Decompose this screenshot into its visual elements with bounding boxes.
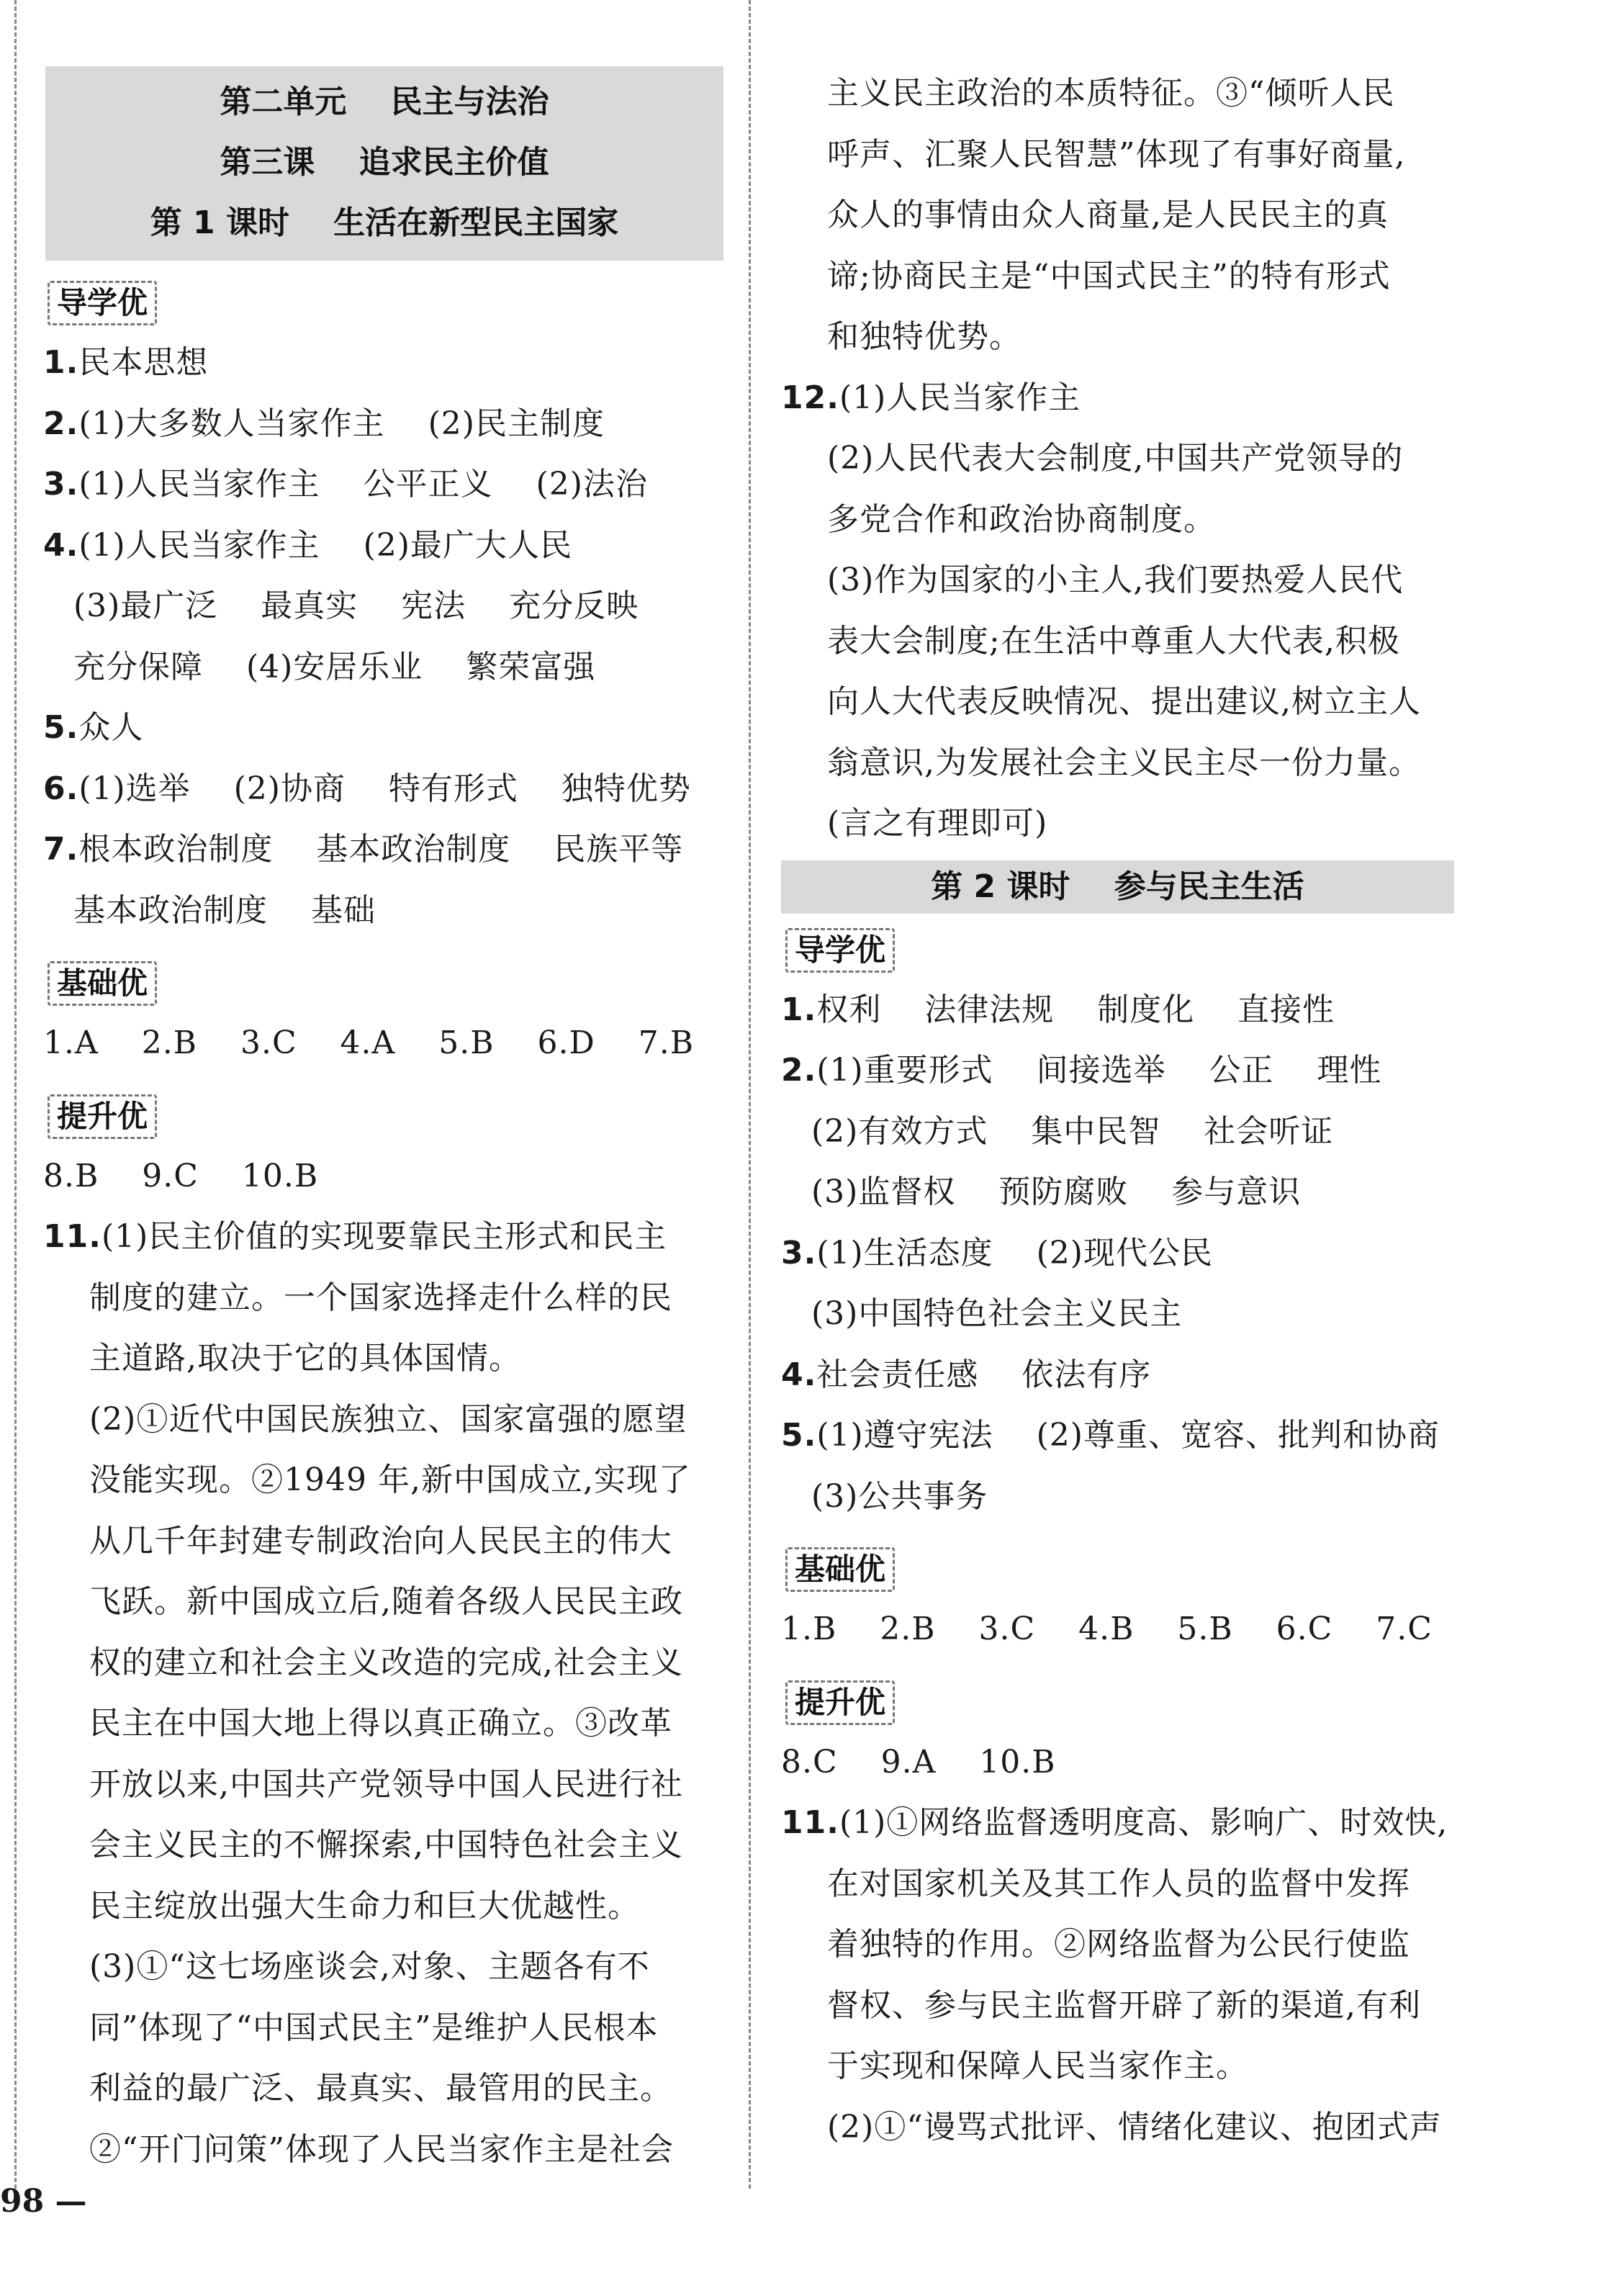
section-tag-tisheng: 提升优 xyxy=(785,1680,895,1725)
answer-continued: 主义民主政治的本质特征。③“倾听人民 xyxy=(827,75,1395,112)
unit-title: 第二单元 民主与法治 xyxy=(220,84,549,120)
answer-7: 7.根本政治制度 基本政治制度 民族平等 xyxy=(43,831,684,868)
answer-11: 11.(1)①网络监督透明度高、影响广、时效快, xyxy=(781,1804,1448,1841)
answer-11-text: 同”体现了“中国式民主”是维护人民根本 xyxy=(89,2009,659,2046)
answer-12-text: (3)作为国家的小主人,我们要热爱人民代 xyxy=(827,562,1404,598)
answer-4: 4.社会责任感 依法有序 xyxy=(781,1356,1152,1393)
multiple-choice-answers: 1.A 2.B 3.C 4.A 5.B 6.D 7.B xyxy=(43,1025,695,1061)
answer-11-text: (2)①“谩骂式批评、情绪化建议、抱团式声 xyxy=(827,2108,1442,2146)
column-divider xyxy=(749,0,752,2189)
answer-11-text: 主道路,取决于它的具体国情。 xyxy=(89,1340,521,1377)
answer-11-text: (3)①“这七场座谈会,对象、主题各有不 xyxy=(89,1948,650,1985)
answer-11-text: 会主义民主的不懈探索,中国特色社会主义 xyxy=(89,1827,683,1863)
section-tag-daoxue: 导学优 xyxy=(785,928,895,973)
answer-11: 11.(1)民主价值的实现要靠民主形式和民主 xyxy=(43,1218,667,1255)
answer-11-text: 利益的最广泛、最真实、最管用的民主。 xyxy=(89,2070,672,2107)
answer-1: 1.民本思想 xyxy=(43,344,209,381)
answer-11-text: 权的建立和社会主义改造的完成,社会主义 xyxy=(89,1644,683,1681)
answer-12-text: (2)人民代表大会制度,中国共产党领导的 xyxy=(827,440,1404,477)
answer-7-cont: 基本政治制度 基础 xyxy=(73,891,376,929)
answer-11-text: 着独特的作用。②网络监督为公民行使监 xyxy=(827,1926,1410,1963)
binding-dashed-line xyxy=(14,0,18,2189)
answer-12: 12.(1)人民当家作主 xyxy=(781,379,1081,416)
section-tag-jichu: 基础优 xyxy=(785,1547,895,1592)
answer-3: 3.(1)人民当家作主 公平正义 (2)法治 xyxy=(43,466,648,503)
answer-11-text: 制度的建立。一个国家选择走什么样的民 xyxy=(89,1279,672,1316)
lesson-title: 第三课 追求民主价值 xyxy=(220,144,549,181)
answer-11-text: 飞跃。新中国成立后,随着各级人民民主政 xyxy=(89,1583,683,1620)
answer-2: 2.(1)大多数人当家作主 (2)民主制度 xyxy=(43,405,605,442)
answer-12-text: 多党合作和政治协商制度。 xyxy=(827,500,1216,538)
answer-continued: 和独特优势。 xyxy=(827,318,1022,355)
answer-11-text: 没能实现。②1949 年,新中国成立,实现了 xyxy=(89,1462,691,1498)
answer-4-cont: 充分保障 (4)安居乐业 繁荣富强 xyxy=(73,648,596,685)
answer-continued: 众人的事情由众人商量,是人民民主的真 xyxy=(827,197,1389,233)
answer-5: 5.众人 xyxy=(43,709,144,746)
multiple-choice-answers: 8.C 9.A 10.B xyxy=(781,1743,1056,1780)
answer-4: 4.(1)人民当家作主 (2)最广大人民 xyxy=(43,526,572,564)
multiple-choice-answers: 8.B 9.C 10.B xyxy=(43,1157,319,1194)
lesson-header xyxy=(45,66,723,261)
left-column xyxy=(43,66,723,2180)
answer-2-cont: (2)有效方式 集中民智 社会听证 xyxy=(811,1112,1334,1150)
section-tag-daoxue: 导学优 xyxy=(48,281,157,325)
answer-continued: 呼声、汇聚人民智慧”体现了有事好商量, xyxy=(827,135,1406,173)
answer-11-text: (2)①近代中国民族独立、国家富强的愿望 xyxy=(89,1400,687,1438)
right-column xyxy=(781,63,1454,2158)
period-2-title: 第 2 课时 参与民主生活 xyxy=(781,860,1454,914)
section-tag-jichu: 基础优 xyxy=(48,961,157,1006)
answer-5-cont: (3)公共事务 xyxy=(811,1477,988,1515)
answer-4-cont: (3)最广泛 最真实 宪法 充分反映 xyxy=(73,587,639,624)
answer-12-text: (言之有理即可) xyxy=(827,805,1048,842)
section-tag-tisheng: 提升优 xyxy=(48,1094,157,1139)
answer-3-cont: (3)中国特色社会主义民主 xyxy=(811,1295,1183,1332)
multiple-choice-answers: 1.B 2.B 3.C 4.B 5.B 6.C 7.C xyxy=(781,1611,1433,1647)
answer-11-text: ②“开门问策”体现了人民当家作主是社会 xyxy=(89,2130,674,2168)
answer-6: 6.(1)选举 (2)协商 特有形式 独特优势 xyxy=(43,770,691,807)
answer-11-text: 民主在中国大地上得以真正确立。③改革 xyxy=(89,1705,672,1742)
answer-continued: 谛;协商民主是“中国式民主”的特有形式 xyxy=(827,257,1391,294)
answer-11-text: 在对国家机关及其工作人员的监督中发挥 xyxy=(827,1865,1410,1902)
period-title: 第 1 课时 生活在新型民主国家 xyxy=(150,204,619,241)
page-number: 98 — xyxy=(0,2183,87,2220)
answer-12-text: 表大会制度;在生活中尊重人大代表,积极 xyxy=(827,622,1400,659)
answer-2-cont: (3)监督权 预防腐败 参与意识 xyxy=(811,1174,1302,1210)
answer-12-text: 翁意识,为发展社会主义民主尽一份力量。 xyxy=(827,744,1421,781)
answer-11-text: 民主绽放出强大生命力和巨大优越性。 xyxy=(89,1887,640,1924)
answer-11-text: 于实现和保障人民当家作主。 xyxy=(827,2048,1248,2084)
answer-12-text: 向人大代表反映情况、提出建议,树立主人 xyxy=(827,683,1421,720)
answer-1: 1.权利 法律法规 制度化 直接性 xyxy=(781,991,1335,1028)
answer-2: 2.(1)重要形式 间接选举 公正 理性 xyxy=(781,1052,1382,1089)
answer-3: 3.(1)生活态度 (2)现代公民 xyxy=(781,1234,1213,1271)
answer-11-text: 开放以来,中国共产党领导中国人民进行社 xyxy=(89,1765,683,1803)
answer-5: 5.(1)遵守宪法 (2)尊重、宽容、批判和协商 xyxy=(781,1417,1440,1454)
answer-11-text: 从几千年封建专制政治向人民民主的伟大 xyxy=(89,1522,672,1559)
answer-11-text: 督权、参与民主监督开辟了新的渠道,有利 xyxy=(827,1986,1421,2024)
